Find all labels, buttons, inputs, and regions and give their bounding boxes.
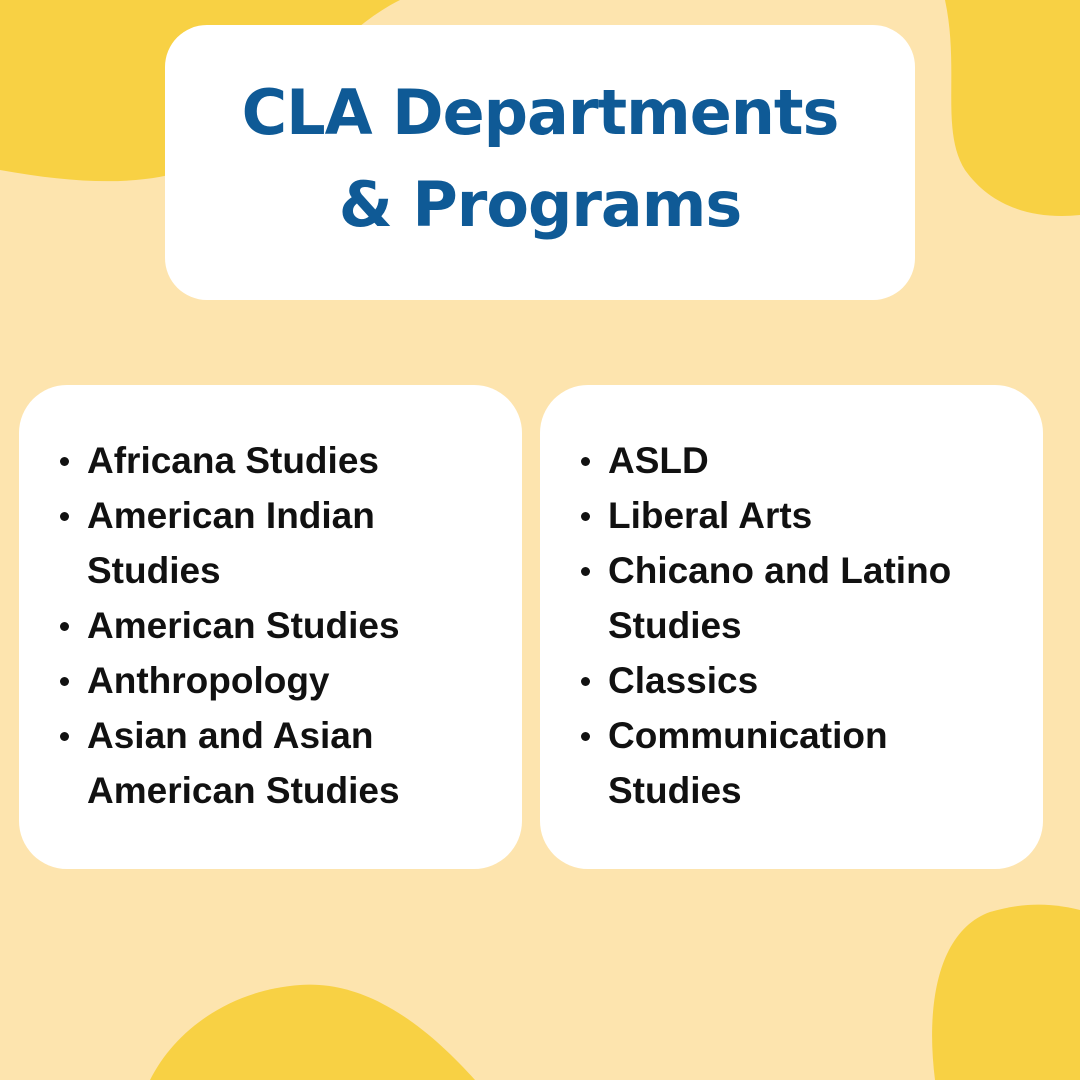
bullet-dot <box>60 457 69 466</box>
list-item: Communication Studies <box>608 708 1028 818</box>
bullet-dot <box>581 732 590 741</box>
bullet-dot <box>60 622 69 631</box>
list-item: American Indian Studies <box>87 488 507 598</box>
departments-list-right <box>540 385 1043 869</box>
blob-top-right <box>945 0 1080 216</box>
bullet-dot <box>581 457 590 466</box>
list-item: ASLD <box>608 433 1028 488</box>
list-item: Chicano and Latino Studies <box>608 543 1028 653</box>
blob-bottom-right <box>932 905 1080 1080</box>
list-item: American Studies <box>87 598 507 653</box>
bullet-dot <box>581 512 590 521</box>
department-list <box>87 433 507 818</box>
list-item: Africana Studies <box>87 433 507 488</box>
blob-bottom-left <box>150 985 475 1080</box>
list-item: Asian and Asian American Studies <box>87 708 507 818</box>
bullet-dot <box>60 732 69 741</box>
page-title: CLA Departments & Programs <box>241 75 839 241</box>
list-item: Anthropology <box>87 653 507 708</box>
list-item: Classics <box>608 653 1028 708</box>
list-item: Liberal Arts <box>608 488 1028 543</box>
bullet-dot <box>581 567 590 576</box>
title-card <box>165 25 915 300</box>
bullet-dot <box>581 677 590 686</box>
bullet-dot <box>60 512 69 521</box>
departments-list-left <box>19 385 522 869</box>
bullet-dot <box>60 677 69 686</box>
department-list <box>608 433 1028 818</box>
